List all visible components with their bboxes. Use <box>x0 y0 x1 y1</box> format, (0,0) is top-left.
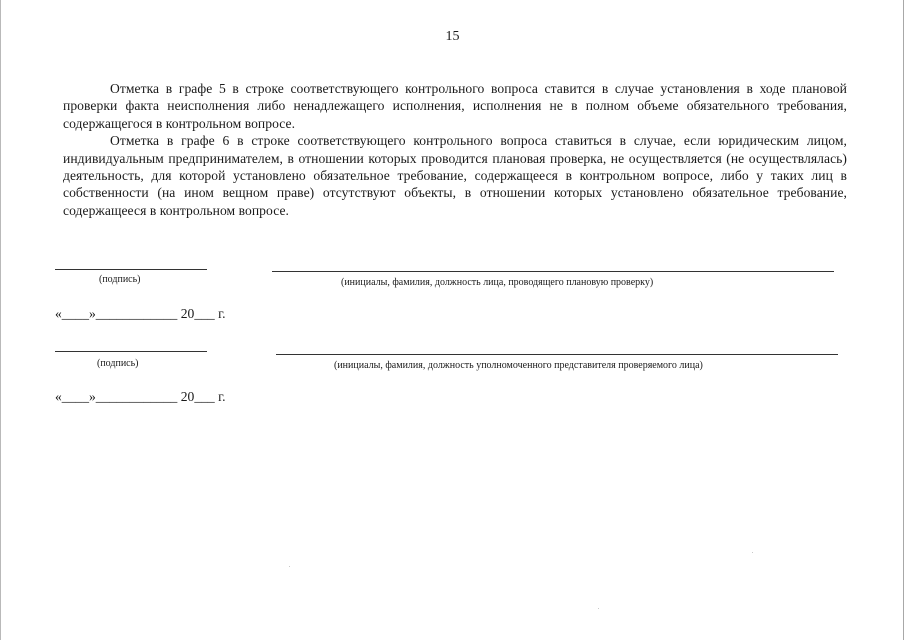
name-caption-inspector: (инициалы, фамилия, должность лица, проводящего плановую проверку) <box>341 277 654 288</box>
name-caption-representative: (инициалы, фамилия, должность уполномоченного представителя проверяемого лица) <box>334 360 703 371</box>
page-edge-left <box>0 0 1 640</box>
date-field-inspector: «____»____________ 20___ г. <box>55 306 226 321</box>
signature-caption-inspector: (подпись) <box>99 274 141 285</box>
name-line-inspector <box>272 271 834 272</box>
signature-caption-representative: (подпись) <box>97 358 139 369</box>
name-line-representative <box>276 354 838 355</box>
page-edge-right <box>903 0 904 640</box>
paragraph-column-6-note: Отметка в графе 6 в строке соответствующего контрольного вопроса ставиться в случае, если юридическим лицом, индивидуальным предпринимателем, в отношении которых проводится плановая проверка, не осуществляется (не осуществлялась) деятельность, для которой установлено обязательное требование, содержащееся в контрольном вопросе, либо у таких лиц в собственности (на ином вещном праве) отсутствуют объекты, в отношении которых установлено обязательное требование, содержащееся в контрольном вопросе. <box>63 133 847 218</box>
date-field-representative: «____»____________ 20___ г. <box>55 389 226 404</box>
page-number: 15 <box>445 29 460 44</box>
body-text <box>63 80 847 219</box>
scan-speck <box>752 552 753 553</box>
scan-speck <box>289 566 290 567</box>
scan-speck <box>598 608 599 609</box>
signature-line-inspector <box>55 269 207 270</box>
paragraph-column-5-note: Отметка в графе 5 в строке соответствующего контрольного вопроса ставится в случае установления в ходе плановой проверки факта неисполнения либо ненадлежащего исполнения, исполнения не в полном объеме обязательного требования, содержащегося в контрольном вопросе. <box>63 81 847 131</box>
signature-line-representative <box>55 351 207 352</box>
